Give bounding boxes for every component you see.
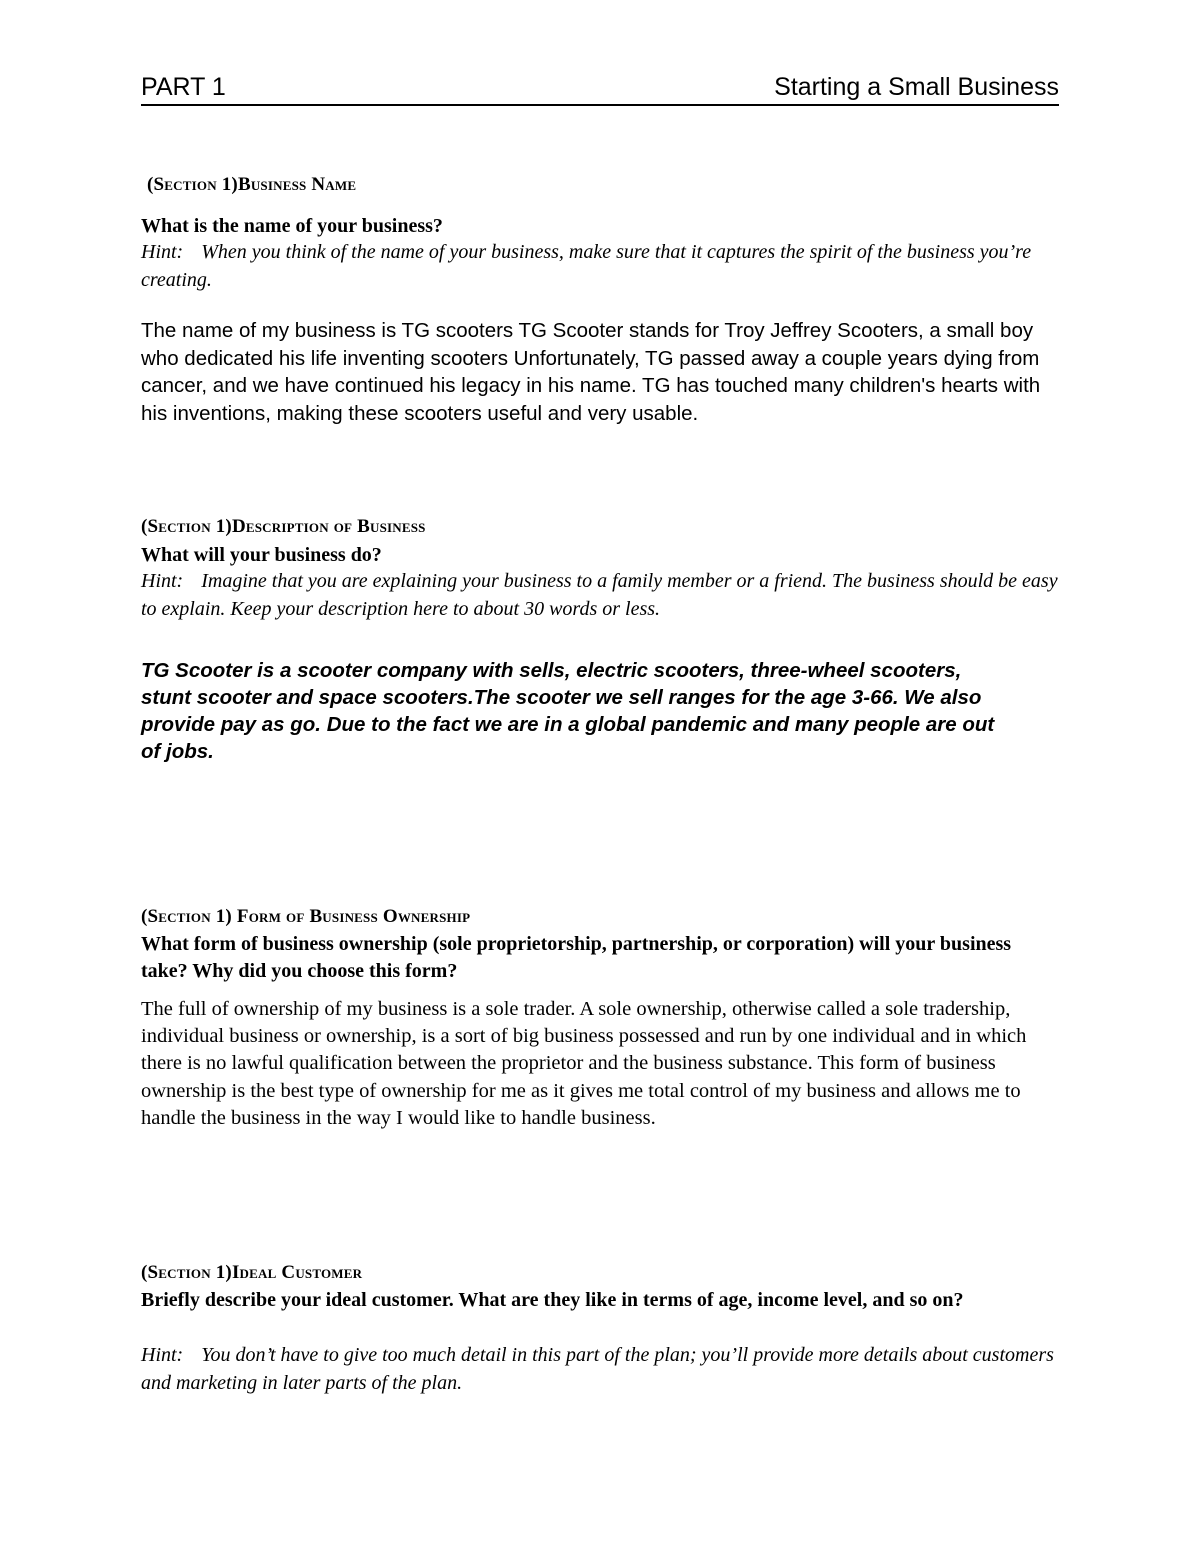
section-title: (Section 1)Ideal Customer	[141, 1262, 363, 1283]
section-question: What is the name of your business?	[141, 215, 443, 237]
hint-text: When you think of the name of your business, make sure that it captures the spirit of the business you’re creating.	[141, 241, 1032, 291]
document-title: Starting a Small Business	[774, 73, 1059, 101]
section-title: (Section 1)Description of Business	[141, 516, 426, 537]
part-label: PART 1	[141, 73, 226, 101]
hint-label: Hint:	[141, 241, 184, 263]
document-page	[141, 70, 1059, 1394]
section-question: What form of business ownership (sole proprietorship, partnership, or corporation) will your business take? Why did you choose this form?	[141, 933, 1012, 982]
section-title: (Section 1) Form of Business Ownership	[141, 906, 471, 927]
section-question: What will your business do?	[141, 544, 382, 566]
section-hint	[141, 1341, 1059, 1397]
section-question: Briefly describe your ideal customer. What are they like in terms of age, income level, and so on?	[141, 1289, 964, 1311]
section-answer: The full of ownership of my business is a sole trader. A sole ownership, otherwise called a sole tradership, individual business or ownership, is a sort of big business possessed and run by one individual and in which there is no lawful qualification between the proprietor and the business substance. This form of business ownership is the best type of ownership for me as it gives me total control of my business and allows me to handle the business in the way I would like to handle business.	[141, 998, 1027, 1129]
hint-text: You don’t have to give too much detail in this part of the plan; you’ll provide more details about customers and marketing in later parts of the plan.	[141, 1344, 1054, 1394]
section-answer: TG Scooter is a scooter company with sells, electric scooters, three-wheel scooters, stunt scooter and space scooters.The scooter we sell ranges for the age 3-66. We also provide pay as go. Due to the fact we are in a global pandemic and many people are out of jobs.	[141, 659, 995, 763]
section-answer: The name of my business is TG scooters TG Scooter stands for Troy Jeffrey Scooters, a small boy who dedicated his life inventing scooters Unfortunately, TG passed away a couple years dying from cancer, and we have continued his legacy in his name. TG has touched many children's hearts with his inventions, making these scooters useful and very usable.	[141, 319, 1041, 425]
hint-label: Hint:	[141, 570, 184, 592]
hint-label: Hint:	[141, 1344, 184, 1366]
hint-text: Imagine that you are explaining your business to a family member or a friend. The business should be easy to explain. Keep your description here to about 30 words or less.	[141, 570, 1058, 620]
section-hint	[141, 238, 1059, 294]
section-title: (Section 1)Business Name	[147, 174, 357, 195]
section-hint	[141, 567, 1059, 623]
page-header	[141, 70, 1059, 106]
